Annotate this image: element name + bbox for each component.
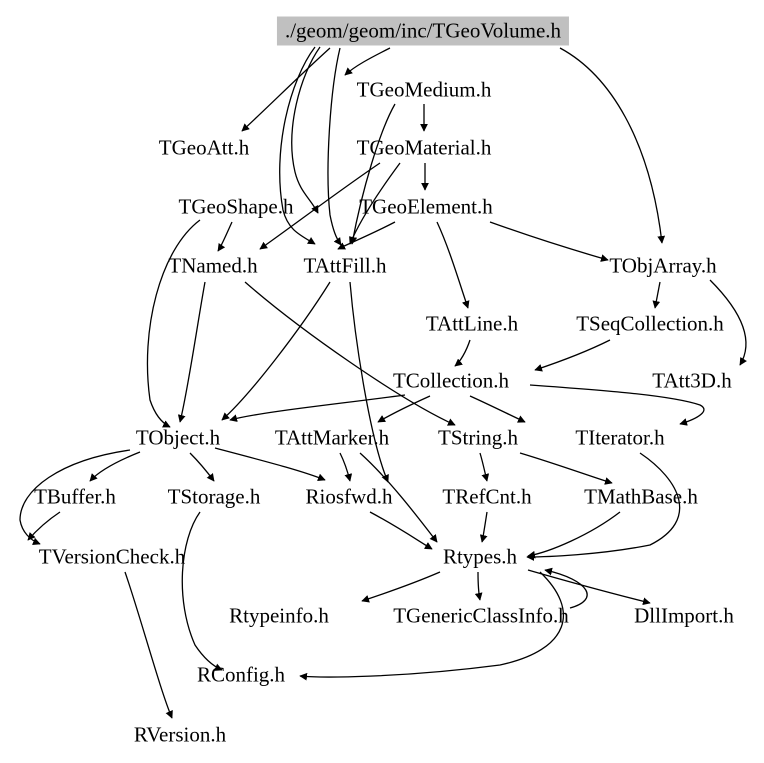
node-tbuffer[interactable]: TBuffer.h <box>34 484 116 509</box>
node-tgeomedium[interactable]: TGeoMedium.h <box>356 77 492 102</box>
node-tversioncheck[interactable]: TVersionCheck.h <box>38 544 186 569</box>
node-tgeoshape[interactable]: TGeoShape.h <box>178 194 294 219</box>
node-tseqcollection[interactable]: TSeqCollection.h <box>576 311 724 336</box>
node-tobject[interactable]: TObject.h <box>135 425 221 450</box>
node-tgenericclassinfo[interactable]: TGenericClassInfo.h <box>393 603 569 628</box>
node-tgeoelement[interactable]: TGeoElement.h <box>359 194 493 219</box>
node-trefcnt[interactable]: TRefCnt.h <box>442 484 532 509</box>
node-tattline[interactable]: TAttLine.h <box>425 311 519 336</box>
node-tgeoatt[interactable]: TGeoAtt.h <box>158 135 250 160</box>
node-tcollection[interactable]: TCollection.h <box>392 368 510 393</box>
node-rtypeinfo[interactable]: Rtypeinfo.h <box>229 603 329 628</box>
node-riosfwd[interactable]: Riosfwd.h <box>305 484 393 509</box>
node-rconfig[interactable]: RConfig.h <box>196 662 286 687</box>
node-tmathbase[interactable]: TMathBase.h <box>584 484 698 509</box>
node-dllimport[interactable]: DllImport.h <box>634 603 734 628</box>
node-titerator[interactable]: TIterator.h <box>575 425 665 450</box>
node-tattfill[interactable]: TAttFill.h <box>303 253 387 278</box>
node-tattmarker[interactable]: TAttMarker.h <box>274 425 390 450</box>
node-rversion[interactable]: RVersion.h <box>133 722 227 747</box>
node-tnamed[interactable]: TNamed.h <box>168 253 258 278</box>
node-tgeovolume[interactable]: ./geom/geom/inc/TGeoVolume.h <box>277 17 569 46</box>
node-tstorage[interactable]: TStorage.h <box>167 484 261 509</box>
node-tatt3d[interactable]: TAtt3D.h <box>652 368 732 393</box>
node-rtypes[interactable]: Rtypes.h <box>442 544 518 569</box>
node-tobjarray[interactable]: TObjArray.h <box>609 253 717 278</box>
node-tstring[interactable]: TString.h <box>438 425 518 450</box>
node-tgeomaterial[interactable]: TGeoMaterial.h <box>356 135 492 160</box>
